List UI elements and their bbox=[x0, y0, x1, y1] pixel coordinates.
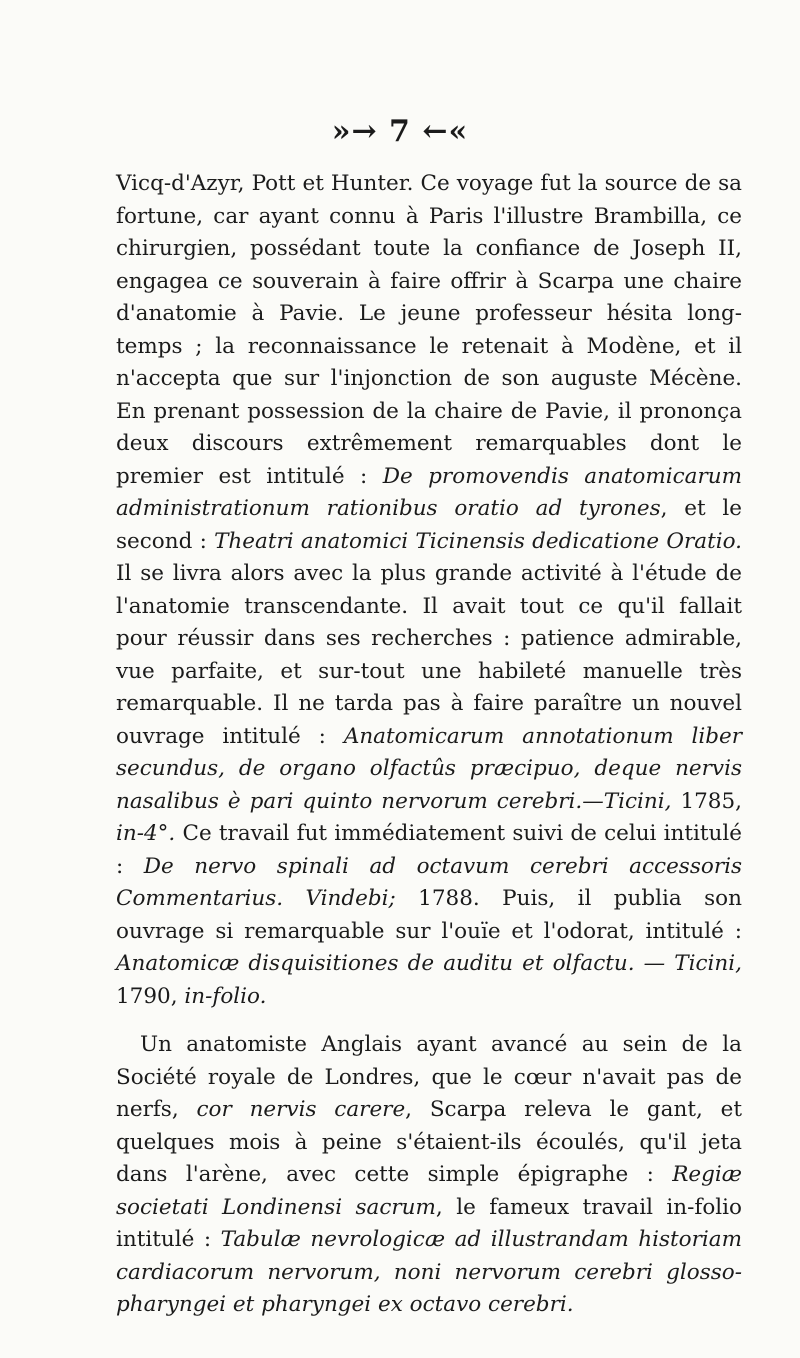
text-segment: in-folio. bbox=[184, 983, 267, 1009]
text-segment: Tabulæ nevrologicæ ad illustrandam historiam cardiacorum nervorum, noni nervorum cerebri glosso-pharyngei et pharyngei ex octavo cerebri. bbox=[116, 1227, 742, 1317]
text-segment: 1790, bbox=[116, 983, 185, 1009]
text-segment: De nervo spinali ad octavum cerebri accessoris Commentarius. Vindebi; bbox=[116, 853, 743, 911]
text-segment: Ce travail fut immédiatement suivi de celui intitulé : bbox=[116, 821, 742, 879]
text-segment: , et le second : bbox=[116, 496, 742, 554]
text-segment: in-4°. bbox=[116, 821, 176, 846]
text-segment: 1788. Puis, il publia son ouvrage si remarquable sur l'ouïe et l'odorat, intitulé : bbox=[116, 886, 742, 944]
text-segment: Theatri anatomici Ticinensis dedicatione Oratio. bbox=[214, 528, 742, 554]
body-text bbox=[116, 168, 742, 1322]
paragraph-2 bbox=[116, 1029, 742, 1322]
text-segment: Anatomicarum annotationum liber secundus, de organo olfactûs præcipuo, deque nervis nasalibus è pari quinto nervorum cerebri.—Ticini, bbox=[116, 723, 743, 814]
text-segment: De promovendis anatomicarum administrationum rationibus oratio ad tyrones bbox=[116, 463, 742, 521]
text-segment: cor nervis carere bbox=[196, 1097, 406, 1122]
text-segment: 1785, bbox=[671, 788, 743, 814]
text-segment: Un anatomiste Anglais ayant avancé au sein de la Société royale de Londres, que le cœur n'avait pas de nerfs, bbox=[116, 1032, 742, 1122]
text-segment: Regiæ societati Londinensi sacrum bbox=[116, 1162, 742, 1220]
text-segment: Vicq-d'Azyr, Pott et Hunter. Ce voyage fut la source de sa fortune, car ayant connu à Paris l'illustre Brambilla, ce chirurgien, possédant toute la confiance de Joseph II, engagea ce souverain à faire offrir à Scarpa une chaire d'anatomie à Pavie. Le jeune professeur hésita long-temps ; la reconnaissance le retenait à Modène, et il n'accepta que sur l'injonction de son auguste Mécène. En prenant possession de la chaire de Pavie, il prononça deux discours extrêmement remarquables dont le premier est intitulé : bbox=[116, 171, 742, 489]
text-segment: , le fameux travail in-folio intitulé : bbox=[116, 1194, 743, 1252]
text-segment: Il se livra alors avec la plus grande activité à l'étude de l'anatomie transcendante. Il avait tout ce qu'il fallait pour réussir dans ses recherches : patience admirable, vue parfaite, et sur-tout une habileté manuelle très remarquable. Il ne tarda pas à faire paraître un nouvel ouvrage intitulé : bbox=[116, 561, 742, 749]
page-number: »→ 7 ←« bbox=[331, 114, 469, 149]
text-segment: , Scarpa releva le gant, et quelques mois à peine s'étaient-ils écoulés, qu'il jeta dans l'arène, avec cette simple épigraphe : bbox=[116, 1097, 742, 1187]
text-segment: Anatomicæ disquisitiones de auditu et olfactu. — Ticini, bbox=[116, 951, 742, 976]
paragraph-1 bbox=[116, 168, 742, 1013]
